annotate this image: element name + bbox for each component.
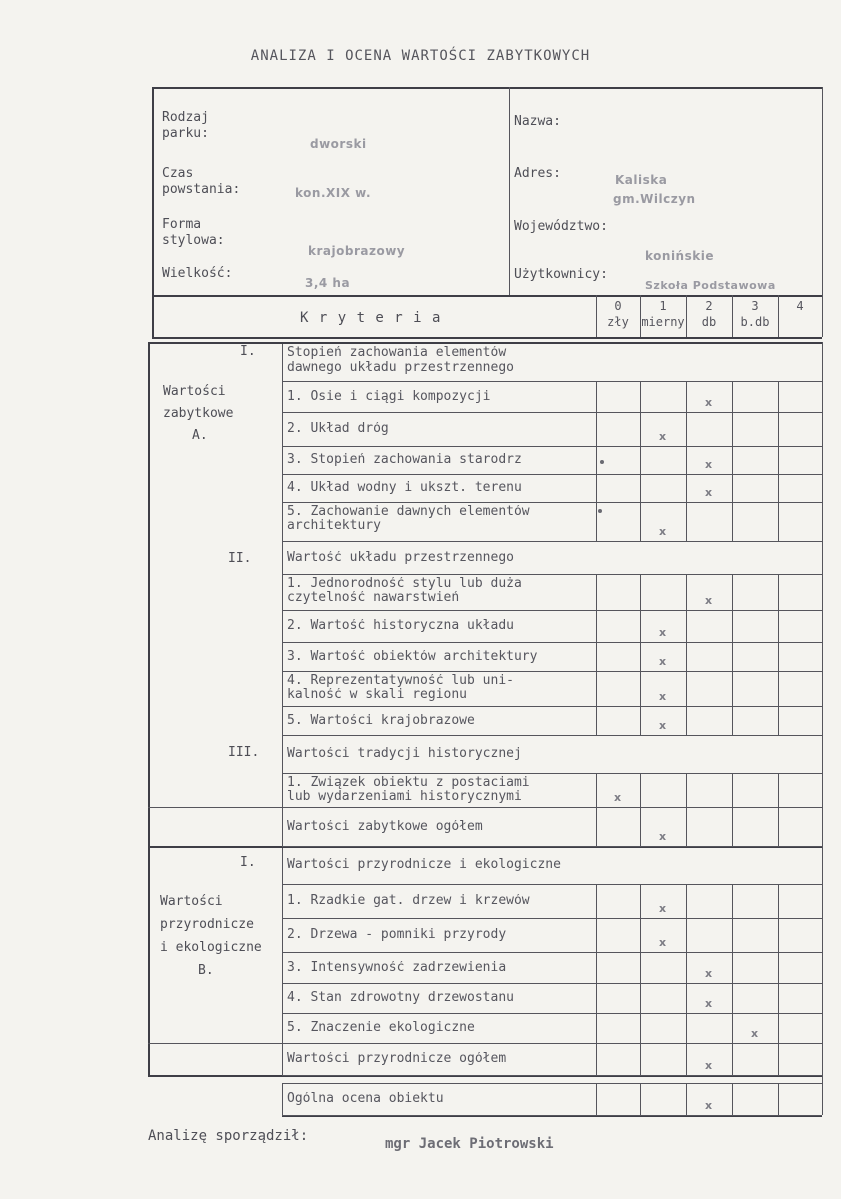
criterion-label: 3. Wartość obiektów architektury [287, 649, 538, 664]
score-mark: x [614, 791, 622, 804]
table-rule [596, 1043, 597, 1075]
field-label: Województwo: [514, 219, 608, 234]
table-rule [732, 642, 733, 671]
table-rule [686, 412, 687, 446]
table-rule [732, 1083, 733, 1115]
table-rule [596, 412, 597, 446]
prepared-by-label: Analizę sporządził: [148, 1128, 309, 1144]
table-rule [686, 381, 687, 412]
table-rule [596, 610, 597, 642]
table-rule [640, 1083, 641, 1115]
table-rule [778, 1043, 779, 1075]
score-label: zły [607, 316, 629, 329]
table-rule [778, 610, 779, 642]
section-label: B. [198, 963, 214, 978]
table-rule [152, 295, 822, 297]
criterion-label: 1. Rzadkie gat. drzew i krzewów [287, 894, 530, 908]
table-rule [732, 502, 733, 541]
table-rule [778, 884, 779, 918]
field-label: stylowa: [162, 233, 225, 248]
section-label: Wartości [163, 384, 226, 399]
field-label: Rodzaj [162, 110, 209, 125]
table-rule [282, 1075, 822, 1076]
table-rule [640, 412, 641, 446]
table-rule [822, 342, 823, 1115]
table-rule [686, 610, 687, 642]
page-title: ANALIZA I OCENA WARTOŚCI ZABYTKOWYCH [250, 48, 591, 64]
table-rule [596, 706, 597, 735]
table-rule [282, 952, 822, 953]
table-rule [282, 773, 822, 774]
table-rule [640, 983, 641, 1013]
criterion-label: czytelność nawarstwień [287, 591, 460, 605]
table-rule [152, 295, 154, 337]
table-rule [152, 87, 154, 295]
criterion-label: lub wydarzeniami historycznymi [287, 790, 522, 804]
score-mark: x [659, 719, 667, 732]
table-rule [640, 807, 641, 846]
table-rule [778, 952, 779, 983]
score-mark: x [705, 594, 713, 607]
table-rule [596, 1083, 597, 1115]
group-roman-numeral: II. [228, 551, 252, 566]
table-rule [732, 773, 733, 807]
table-rule [822, 87, 823, 295]
field-value: konińskie [645, 249, 714, 263]
table-rule [596, 671, 597, 706]
table-rule [640, 918, 641, 952]
table-rule [596, 446, 597, 474]
criterion-label: 4. Stan zdrowotny drzewostanu [287, 991, 514, 1005]
criterion-label: 4. Reprezentatywność lub uni- [287, 674, 514, 688]
section-label: zabytkowe [163, 406, 234, 421]
table-rule [732, 412, 733, 446]
table-rule [732, 610, 733, 642]
table-rule [686, 574, 687, 610]
table-rule [686, 474, 687, 502]
table-rule [686, 446, 687, 474]
table-rule [282, 1013, 822, 1014]
table-rule [732, 952, 733, 983]
table-rule [596, 918, 597, 952]
table-rule [596, 884, 597, 918]
score-label: db [701, 316, 717, 329]
table-rule [282, 412, 822, 413]
table-rule [732, 1013, 733, 1043]
table-rule [596, 474, 597, 502]
score-mark: x [705, 486, 713, 499]
group-title: Wartości tradycji historycznej [287, 747, 522, 761]
field-value: 3,4 ha [305, 276, 351, 290]
table-rule [732, 884, 733, 918]
field-label: powstania: [162, 182, 241, 197]
score-mark: x [705, 1099, 713, 1112]
table-rule [640, 610, 641, 642]
score-mark: x [659, 525, 667, 538]
group-roman-numeral: I. [240, 855, 256, 870]
field-value: Szkoła Podstawowa [645, 279, 776, 292]
table-rule [778, 983, 779, 1013]
table-rule [686, 1043, 687, 1075]
table-rule [732, 983, 733, 1013]
table-rule [778, 412, 779, 446]
table-rule [282, 381, 822, 382]
criterion-label: 3. Intensywność zadrzewienia [287, 960, 507, 975]
score-number: 4 [796, 299, 804, 313]
criterion-label: 5. Zachowanie dawnych elementów [287, 505, 530, 519]
score-number: 2 [705, 299, 713, 313]
score-mark: x [705, 997, 713, 1010]
criterion-label: 1. Osie i ciągi kompozycji [287, 389, 491, 404]
table-rule [282, 541, 822, 542]
score-number: 3 [751, 299, 759, 313]
table-rule [686, 983, 687, 1013]
field-label: Forma [162, 217, 202, 232]
table-rule [686, 642, 687, 671]
table-rule [152, 87, 822, 89]
score-mark: x [705, 967, 713, 980]
table-rule [282, 671, 822, 672]
table-rule [640, 773, 641, 807]
section-label: i ekologiczne [160, 940, 262, 955]
group-title: Stopień zachowania elementów [287, 346, 507, 360]
section-label: przyrodnicze [160, 917, 254, 932]
table-rule [640, 381, 641, 412]
score-mark: x [659, 430, 667, 443]
score-mark: x [659, 655, 667, 668]
ink-dot [600, 460, 604, 464]
table-rule [282, 610, 822, 611]
table-rule [148, 807, 282, 808]
field-value: gm.Wilczyn [613, 192, 696, 206]
score-number: 0 [614, 299, 622, 313]
table-rule [640, 446, 641, 474]
criteria-header-label: K r y t e r i a [300, 310, 442, 326]
table-rule [282, 642, 822, 643]
table-rule [732, 1043, 733, 1075]
table-rule [596, 983, 597, 1013]
table-rule [778, 502, 779, 541]
criterion-label: Ogólna ocena obiektu [287, 1092, 444, 1106]
table-rule [686, 671, 687, 706]
table-rule [822, 295, 823, 337]
table-rule [686, 807, 687, 846]
table-rule [686, 918, 687, 952]
table-rule [732, 706, 733, 735]
table-rule [640, 574, 641, 610]
table-rule [148, 342, 150, 1075]
criterion-label: 3. Stopień zachowania starodrz [287, 453, 522, 467]
criterion-label: 5. Znaczenie ekologiczne [287, 1021, 475, 1035]
table-rule [686, 952, 687, 983]
table-rule [778, 671, 779, 706]
table-rule [778, 773, 779, 807]
table-rule [640, 671, 641, 706]
table-rule [282, 918, 822, 919]
score-mark: x [705, 396, 713, 409]
score-mark: x [751, 1027, 759, 1040]
table-rule [686, 1013, 687, 1043]
table-rule [640, 642, 641, 671]
field-label: Użytkownicy: [514, 267, 608, 282]
table-rule [640, 502, 641, 541]
field-label: Nazwa: [514, 114, 561, 129]
criterion-label: kalność w skali regionu [287, 688, 468, 702]
criterion-label: 2. Wartość historyczna układu [287, 619, 514, 633]
table-rule [778, 446, 779, 474]
table-rule [778, 706, 779, 735]
score-mark: x [659, 936, 667, 949]
table-rule [596, 502, 597, 541]
field-label: Adres: [514, 166, 561, 181]
table-rule [686, 773, 687, 807]
criterion-label: architektury [287, 519, 381, 533]
table-rule [152, 337, 822, 339]
table-rule [282, 1083, 283, 1115]
table-rule [282, 706, 822, 707]
field-value: kon.XIX w. [295, 186, 372, 200]
table-rule [732, 807, 733, 846]
table-rule [640, 1043, 641, 1075]
field-value: Kaliska [615, 173, 668, 187]
score-mark: x [659, 902, 667, 915]
table-rule [282, 1043, 822, 1044]
criterion-label: Wartości przyrodnicze ogółem [287, 1052, 507, 1066]
ink-dot [598, 509, 602, 513]
table-rule [282, 474, 822, 475]
table-rule [640, 474, 641, 502]
table-rule [282, 1115, 822, 1116]
table-rule [732, 671, 733, 706]
preparer-name: mgr Jacek Piotrowski [385, 1136, 554, 1152]
group-title: Wartości przyrodnicze i ekologiczne [287, 858, 561, 872]
field-value: dworski [310, 137, 367, 151]
group-title: Wartość układu przestrzennego [287, 550, 514, 565]
table-rule [686, 884, 687, 918]
table-rule [640, 884, 641, 918]
table-rule [509, 87, 510, 295]
criterion-label: 1. Jednorodność stylu lub duża [287, 577, 522, 591]
score-mark: x [659, 830, 667, 843]
section-label: A. [192, 428, 208, 443]
table-rule [282, 846, 822, 847]
table-rule [778, 918, 779, 952]
table-rule [282, 502, 822, 503]
table-rule [282, 735, 822, 736]
score-mark: x [705, 1059, 713, 1072]
score-mark: x [705, 458, 713, 471]
table-rule [732, 474, 733, 502]
score-number: 1 [659, 299, 667, 313]
table-rule [282, 807, 822, 808]
table-rule [732, 446, 733, 474]
table-rule [778, 807, 779, 846]
table-rule [282, 1083, 822, 1084]
field-value: krajobrazowy [308, 244, 406, 258]
score-label: b.db [740, 316, 770, 329]
group-roman-numeral: III. [228, 745, 260, 760]
table-rule [778, 1083, 779, 1115]
table-rule [686, 706, 687, 735]
table-rule [732, 918, 733, 952]
score-mark: x [659, 690, 667, 703]
table-rule [596, 642, 597, 671]
table-rule [640, 952, 641, 983]
table-rule [596, 1013, 597, 1043]
table-rule [282, 983, 822, 984]
criterion-label: 2. Układ dróg [287, 422, 389, 436]
table-rule [778, 474, 779, 502]
table-rule [778, 642, 779, 671]
table-rule [778, 574, 779, 610]
criterion-label: 4. Układ wodny i ukszt. terenu [287, 481, 522, 495]
table-rule [596, 952, 597, 983]
table-rule [640, 706, 641, 735]
table-rule [732, 381, 733, 412]
group-title: dawnego układu przestrzennego [287, 361, 514, 375]
field-label: Wielkość: [162, 266, 233, 281]
criterion-label: Wartości zabytkowe ogółem [287, 819, 483, 834]
field-label: parku: [162, 126, 209, 141]
table-rule [282, 574, 822, 575]
field-label: Czas [162, 166, 194, 181]
table-rule [686, 502, 687, 541]
score-label: mierny [641, 316, 685, 329]
section-label: Wartości [160, 894, 223, 909]
criterion-label: 2. Drzewa - pomniki przyrody [287, 928, 507, 942]
table-rule [596, 574, 597, 610]
score-mark: x [659, 626, 667, 639]
table-rule [686, 1083, 687, 1115]
table-rule [596, 381, 597, 412]
table-rule [640, 1013, 641, 1043]
group-roman-numeral: I. [240, 344, 256, 359]
criterion-label: 5. Wartości krajobrazowe [287, 713, 475, 728]
table-rule [732, 574, 733, 610]
table-rule [596, 807, 597, 846]
table-rule [778, 1013, 779, 1043]
table-rule [596, 773, 597, 807]
table-rule [778, 381, 779, 412]
criterion-label: 1. Związek obiektu z postaciami [287, 776, 530, 790]
table-rule [148, 1043, 282, 1044]
table-rule [282, 884, 822, 885]
table-rule [282, 446, 822, 447]
